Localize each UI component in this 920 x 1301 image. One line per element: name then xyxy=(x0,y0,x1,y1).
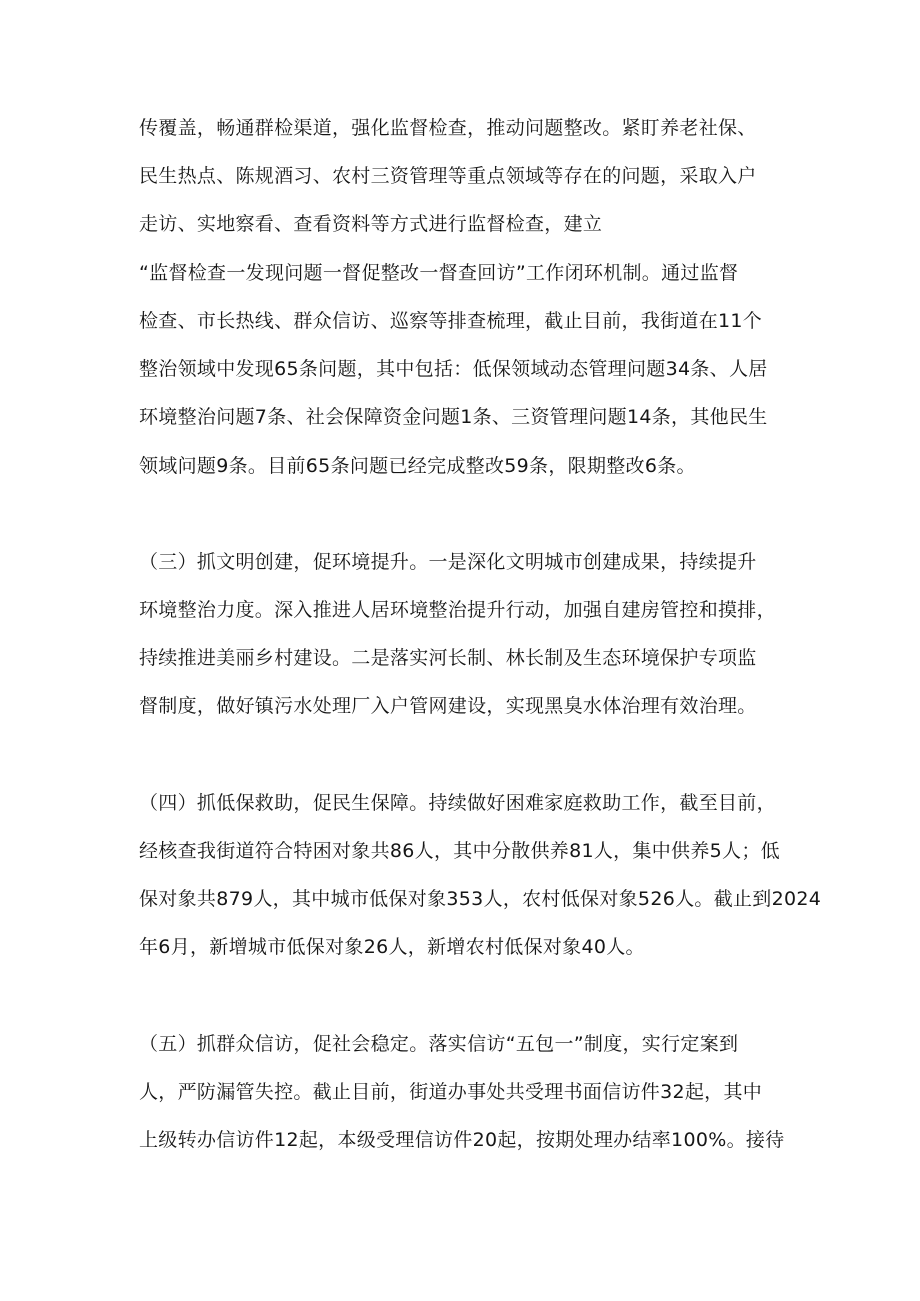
text-line: “监督检查一发现问题一督促整改一督查回访”工作闭环机制。通过监督 xyxy=(139,262,739,284)
text-line: 督制度，做好镇污水处理厂入户管网建设，实现黑臭水体治理有效治理。 xyxy=(139,695,757,717)
text-line: 保对象共879人，其中城市低保对象353人，农村低保对象526人。截止到2024 xyxy=(139,888,822,910)
text-line: 环境整治力度。深入推进人居环境整治提升行动，加强自建房管控和摸排， xyxy=(139,599,776,621)
text-line: （三）抓文明创建，促环境提升。一是深化文明城市创建成果，持续提升 xyxy=(139,551,757,573)
text-line: （五）抓群众信访，促社会稳定。落实信访“五包一”制度，实行定案到 xyxy=(139,1033,739,1055)
text-line: 上级转办信访件12起，本级受理信访件20起，按期处理办结率100%。接待 xyxy=(139,1129,785,1151)
text-line: 年6月，新增城市低保对象26人，新增农村低保对象40人。 xyxy=(139,936,645,958)
text-line: 整治领域中发现65条问题，其中包括：低保领域动态管理问题34条、人居 xyxy=(139,358,768,380)
text-line: （四）抓低保救助，促民生保障。持续做好困难家庭救助工作，截至目前， xyxy=(139,792,776,814)
text-line: 领域问题9条。目前65条问题已经完成整改59条，限期整改6条。 xyxy=(139,455,696,477)
text-line: 经核查我街道符合特困对象共86人，其中分散供养81人，集中供养5人；低 xyxy=(139,840,780,862)
text-line: 检查、市长热线、群众信访、巡察等排查梳理，截止目前，我街道在11个 xyxy=(139,310,763,332)
text-line: 传覆盖，畅通群检渠道，强化监督检查，推动问题整改。紧盯养老社保、 xyxy=(139,117,757,139)
text-line: 持续推进美丽乡村建设。二是落实河长制、林长制及生态环境保护专项监 xyxy=(139,647,757,669)
text-line: 走访、实地察看、查看资料等方式进行监督检查，建立 xyxy=(139,213,603,235)
text-line: 环境整治问题7条、社会保障资金问题1条、三资管理问题14条，其他民生 xyxy=(139,406,768,428)
text-line: 民生热点、陈规酒习、农村三资管理等重点领域等存在的问题，采取入户 xyxy=(139,165,757,187)
text-line: 人，严防漏管失控。截止目前，街道办事处共受理书面信访件32起，其中 xyxy=(139,1081,763,1103)
